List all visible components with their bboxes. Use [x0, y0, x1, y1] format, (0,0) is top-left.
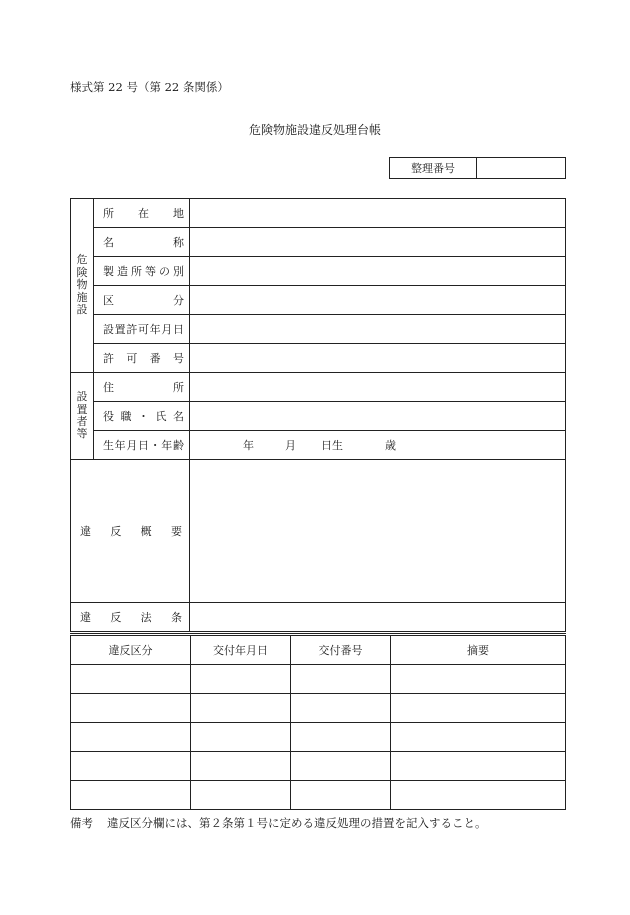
violation-law-label: 違 反 法 条 [71, 603, 190, 632]
violation-summary-label: 違 反 概 要 [71, 460, 190, 603]
log-cell[interactable] [71, 781, 191, 810]
seiri-number-box [389, 157, 566, 179]
facility-type-field[interactable] [190, 257, 566, 286]
category-label: 区 分 [94, 286, 190, 315]
age-unit: 歳 [385, 439, 396, 452]
log-cell[interactable] [291, 781, 391, 810]
log-cell[interactable] [71, 665, 191, 694]
address-label: 住 所 [94, 373, 190, 402]
location-field[interactable] [190, 199, 566, 228]
document-title: 危険物施設違反処理台帳 [248, 123, 381, 137]
table-row [71, 694, 566, 723]
log-cell[interactable] [191, 781, 291, 810]
log-cell[interactable] [391, 752, 566, 781]
facility-group-label: 危険物施設 [71, 199, 94, 373]
log-cell[interactable] [191, 665, 291, 694]
installer-group-label: 設置者等 [71, 373, 94, 460]
log-cell[interactable] [391, 723, 566, 752]
log-header-violation-class: 違反区分 [71, 635, 191, 665]
title-name-label: 役 職 ・ 氏 名 [94, 402, 190, 431]
permit-number-field[interactable] [190, 344, 566, 373]
permit-number-label: 許 可 番 号 [94, 344, 190, 373]
table-row [71, 781, 566, 810]
remarks-text: 違反区分欄には、第２条第１号に定める違反処理の措置を記入すること。 [107, 816, 487, 830]
birth-year-unit: 年 [243, 439, 254, 452]
permit-date-label: 設 置 許 可 年 月 日 [94, 315, 190, 344]
title-name-field[interactable] [190, 402, 566, 431]
log-cell[interactable] [291, 752, 391, 781]
log-cell[interactable] [391, 781, 566, 810]
log-cell[interactable] [391, 665, 566, 694]
birth-month-unit: 月 [285, 439, 296, 452]
violation-log-table [70, 633, 566, 810]
log-cell[interactable] [191, 723, 291, 752]
table-row [71, 752, 566, 781]
facility-type-label: 製 造 所 等 の 別 [94, 257, 190, 286]
seiri-number-field[interactable] [477, 158, 566, 179]
remarks-note [70, 815, 487, 831]
birth-day-unit: 日生 [321, 439, 343, 452]
log-cell[interactable] [291, 723, 391, 752]
log-header-summary: 摘要 [391, 635, 566, 665]
log-header-issue-number: 交付番号 [291, 635, 391, 665]
violation-law-field[interactable] [190, 603, 566, 632]
main-register-table [70, 198, 566, 632]
log-cell[interactable] [291, 694, 391, 723]
log-cell[interactable] [291, 665, 391, 694]
table-row [71, 665, 566, 694]
log-cell[interactable] [391, 694, 566, 723]
log-cell[interactable] [191, 752, 291, 781]
seiri-number-label: 整理番号 [390, 158, 477, 179]
log-header-issue-date: 交付年月日 [191, 635, 291, 665]
address-field[interactable] [190, 373, 566, 402]
form-number-label: 様式第 22 号（第 22 条関係） [70, 80, 229, 94]
category-field[interactable] [190, 286, 566, 315]
permit-date-field[interactable] [190, 315, 566, 344]
violation-summary-field[interactable] [190, 460, 566, 603]
remarks-prefix: 備考 [70, 816, 93, 830]
name-label: 名 称 [94, 228, 190, 257]
log-cell[interactable] [71, 694, 191, 723]
name-field[interactable] [190, 228, 566, 257]
log-cell[interactable] [191, 694, 291, 723]
table-row [71, 723, 566, 752]
birthdate-age-field[interactable] [190, 431, 566, 460]
log-cell[interactable] [71, 723, 191, 752]
location-label: 所 在 地 [94, 199, 190, 228]
birthdate-age-label: 生 年 月 日 ・ 年 齢 [94, 431, 190, 460]
log-cell[interactable] [71, 752, 191, 781]
